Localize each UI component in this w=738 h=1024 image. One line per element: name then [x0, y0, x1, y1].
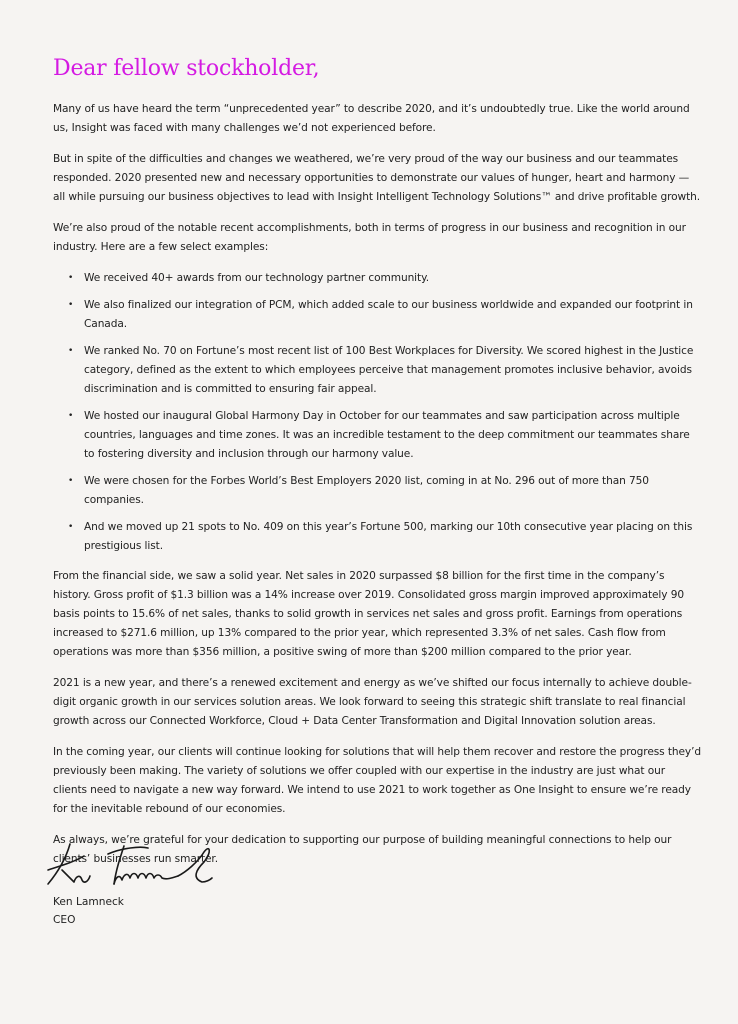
signature-image	[44, 840, 219, 890]
list-item	[53, 407, 701, 464]
list-item-text: We received 40+ awards from our technology partner community.	[84, 272, 430, 284]
paragraph-gratitude: As always, we’re grateful for your dedication to supporting our purpose of building meaningful connections to help our clients’ businesses run smarter.	[53, 834, 672, 865]
accomplishments-list	[53, 269, 701, 556]
paragraph-outlook: In the coming year, our clients will continue looking for solutions that will help them recover and restore the progress they’d previously been making. The variety of solutions we offer coupled with our expertise in the industry are just what our clients need to navigate a new way forward. We intend to use 2021 to work together as One Insight to ensure we’re ready for the inevitable rebound of our economies.	[53, 746, 701, 815]
list-item-text: We also finalized our integration of PCM, which added scale to our business worldwide and expanded our footprint in Canada.	[84, 299, 693, 330]
letter-greeting: Dear fellow stockholder,	[53, 56, 320, 81]
paragraph-intro-2: But in spite of the difficulties and changes we weathered, we’re very proud of the way our business and our teammates responded. 2020 presented new and necessary opportunities to demonstrate our values of hunger, heart and harmony — all while pursuing our business objectives to lead with Insight Intelligent Technology Solutions™ and drive profitable growth.	[53, 153, 701, 203]
list-item-text: We ranked No. 70 on Fortune’s most recent list of 100 Best Workplaces for Diversity. We scored highest in the Justice category, defined as the extent to which employees perceive that management promotes inclusive behavior, avoids discrimination and is committed to ensuring fair appeal.	[84, 345, 694, 395]
list-item	[53, 269, 701, 288]
bullet-icon: •	[68, 273, 74, 283]
list-item	[53, 342, 701, 399]
letter-body	[53, 100, 701, 881]
paragraph-growth: 2021 is a new year, and there’s a renewed excitement and energy as we’ve shifted our focus internally to achieve double-digit organic growth in our services solution areas. We look forward to seeing this strategic shift translate to real financial growth across our Connected Workforce, Cloud + Data Center Transformation and Digital Innovation solution areas.	[53, 677, 692, 727]
list-item-text: We hosted our inaugural Global Harmony Day in October for our teammates and saw participation across multiple countries, languages and time zones. It was an incredible testament to the deep commitment our teammates share to fostering diversity and inclusion through our harmony value.	[84, 410, 690, 460]
bullet-icon: •	[68, 476, 74, 486]
paragraph-intro-3: We’re also proud of the notable recent accomplishments, both in terms of progress in our business and recognition in our industry. Here are a few select examples:	[53, 222, 686, 253]
paragraph-financial: From the financial side, we saw a solid year. Net sales in 2020 surpassed $8 billion for the first time in the company’s history. Gross profit of $1.3 billion was a 14% increase over 2019. Consolidated gross margin improved approximately 90 basis points to 15.6% of net sales, thanks to solid growth in services net sales and gross profit. Earnings from operations increased to $271.6 million, up 13% compared to the prior year, which represented 3.3% of net sales. Cash flow from operations was more than $356 million, a positive swing of more than $200 million compared to the prior year.	[53, 570, 684, 658]
signer-name: Ken Lamneck	[53, 896, 124, 908]
signer-title: CEO	[53, 914, 76, 926]
list-item-text: And we moved up 21 spots to No. 409 on this year’s Fortune 500, marking our 10th consecutive year placing on this prestigious list.	[84, 521, 693, 552]
list-item	[53, 518, 701, 556]
list-item	[53, 472, 701, 510]
paragraph-intro-1: Many of us have heard the term “unprecedented year” to describe 2020, and it’s undoubtedly true. Like the world around us, Insight was faced with many challenges we’d not experienced before.	[53, 103, 690, 134]
list-item	[53, 296, 701, 334]
bullet-icon: •	[68, 411, 74, 421]
list-item-text: We were chosen for the Forbes World’s Best Employers 2020 list, coming in at No. 296 out of more than 750 companies.	[84, 475, 649, 506]
bullet-icon: •	[68, 346, 74, 356]
bullet-icon: •	[68, 300, 74, 310]
bullet-icon: •	[68, 522, 74, 532]
